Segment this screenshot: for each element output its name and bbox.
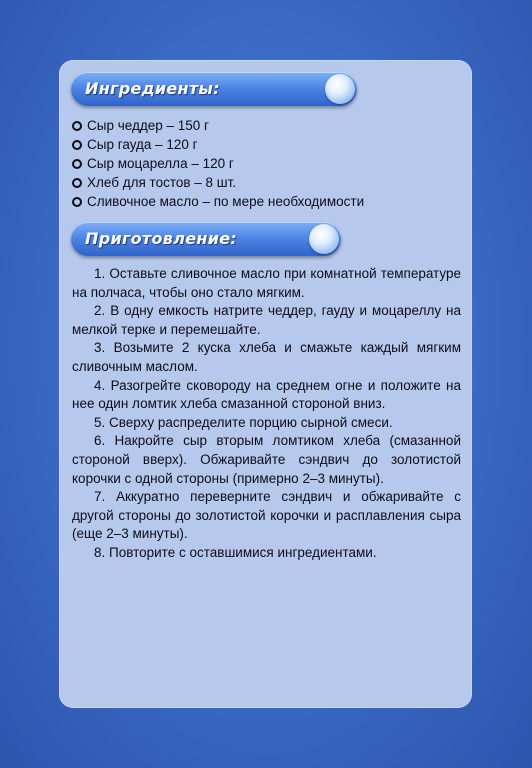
step-paragraph: 8. Повторите с оставшимися ингредиентами. xyxy=(94,544,377,560)
step-paragraph: 4. Разогрейте сковороду на среднем огне и положите на нее один ломтик хлеба смазанной стороной вниз. xyxy=(72,377,461,412)
preparation-header xyxy=(71,222,341,256)
list-item: Сливочное масло – по мере необходимости xyxy=(72,192,364,211)
list-item: Сыр моцарелла – 120 г xyxy=(72,154,364,173)
bubble-icon xyxy=(325,74,355,104)
ingredients-title: Ингредиенты: xyxy=(85,79,220,98)
list-item: Сыр чеддер – 150 г xyxy=(72,116,364,135)
circle-bullet-icon xyxy=(72,178,82,188)
preparation-steps xyxy=(72,265,461,563)
step-paragraph: 7. Аккуратно переверните сэндвич и обжаривайте с другой стороны до золотистой корочки и расплавления сыра (еще 2–3 минуты). xyxy=(72,489,461,542)
step-paragraph: 3. Возьмите 2 куска хлеба и смажьте каждый мягким сливочным маслом. xyxy=(72,340,461,374)
ingredients-list xyxy=(72,116,364,211)
preparation-title: Приготовление: xyxy=(85,229,238,248)
circle-bullet-icon xyxy=(72,197,82,207)
step-paragraph: 5. Сверху распределите порцию сырной смеси. xyxy=(94,414,393,430)
list-item: Сыр гауда – 120 г xyxy=(72,135,364,154)
step-paragraph: 6. Накройте сыр вторым ломтиком хлеба (смазанной стороной вверх). Обжаривайте сэндвич до золотистой корочки с одной стороны (примерно 2–3 минуты). xyxy=(72,433,461,486)
step-paragraph: 1. Оставьте сливочное масло при комнатной температуре на полчаса, чтобы оно стало мягким. xyxy=(72,266,461,300)
circle-bullet-icon xyxy=(72,121,82,131)
ingredients-header xyxy=(71,72,357,106)
list-item: Хлеб для тостов – 8 шт. xyxy=(72,173,364,192)
bubble-icon xyxy=(309,224,339,254)
step-paragraph: 2. В одну емкость натрите чеддер, гауду и моцареллу на мелкой терке и перемешайте. xyxy=(72,303,461,337)
circle-bullet-icon xyxy=(72,159,82,169)
circle-bullet-icon xyxy=(72,140,82,150)
